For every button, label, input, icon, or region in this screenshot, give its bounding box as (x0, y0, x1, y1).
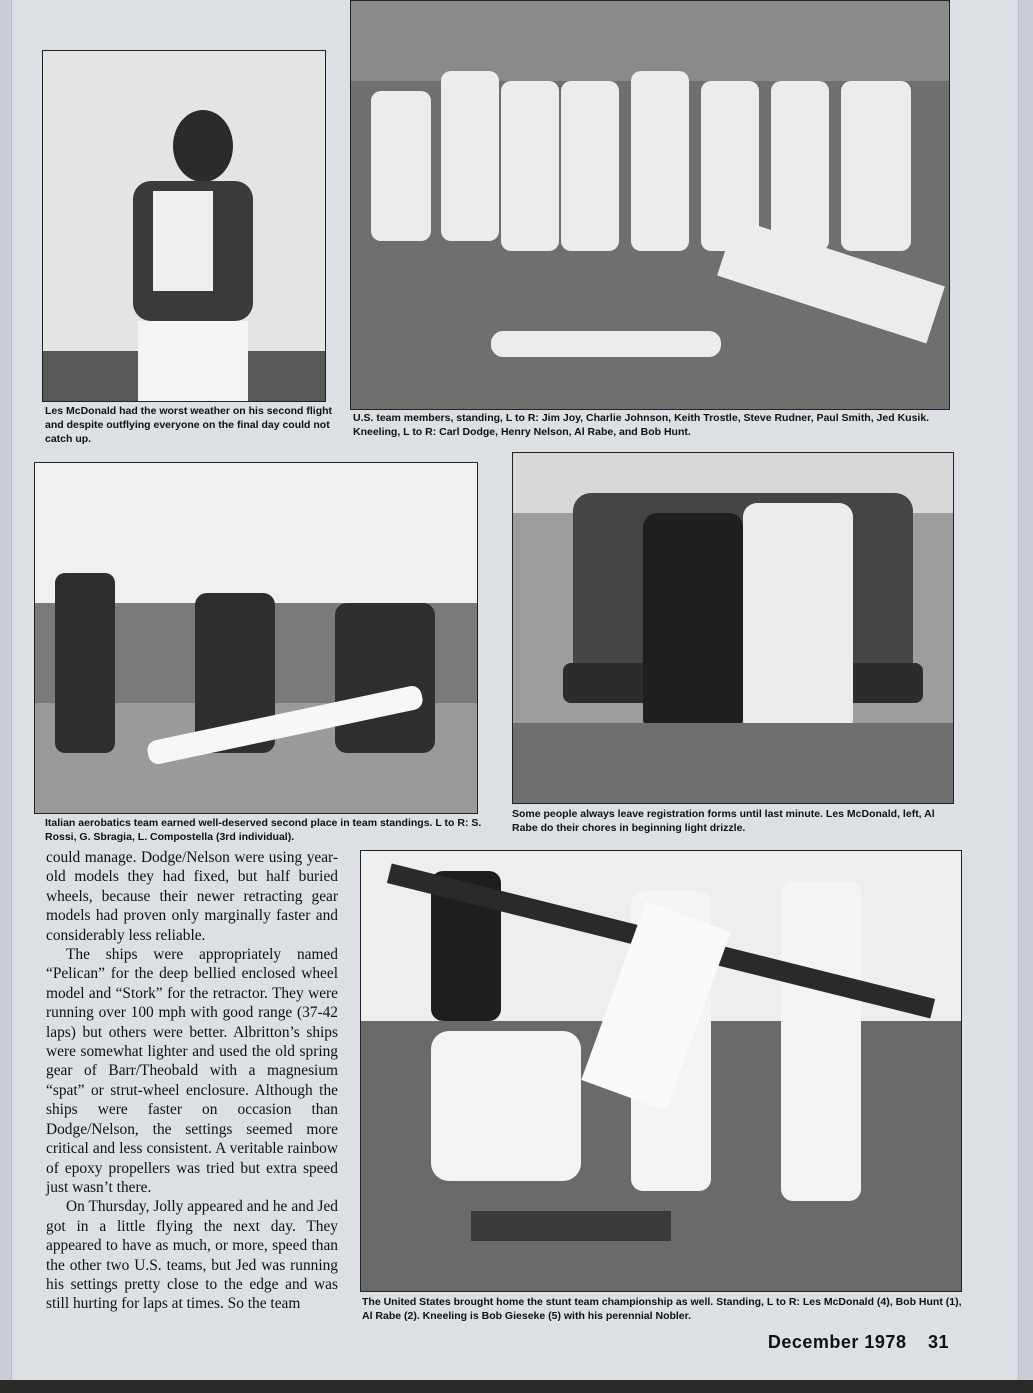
caption-photo-1: Les McDonald had the worst weather on his second flight and despite outflying everyone on the final day could not catch up. (45, 405, 333, 445)
photo-car-silhouettes (513, 453, 953, 803)
photo-registration (512, 452, 954, 804)
page-footer (768, 1332, 949, 1353)
issue-date: December 1978 (767, 1332, 907, 1352)
photo-team-silhouettes (351, 1, 949, 409)
photo-stunt-silhouettes (361, 851, 961, 1291)
photo-stunt-team (360, 850, 962, 1292)
article-paragraph-1: could manage. Dodge/Nelson were using year-old models they had fixed, but half buried wheels, because their newer retracting gear models had proven only marginally faster and considerably less reliable. (46, 849, 338, 944)
article-paragraph-3: On Thursday, Jolly appeared and he and Jed got in a little flying the next day. They appeared to have as much, or more, speed than the other two U.S. teams, but Jed was running his settings pretty close to the edge and was still hurting for laps at times. So the team (46, 1198, 338, 1313)
caption-photo-3: Italian aerobatics team earned well-deserved second place in team standings. L to R: S. Rossi, G. Sbragia, L. Compostella (3rd individual). (45, 817, 482, 843)
article-body (46, 848, 338, 1314)
bottom-band (0, 1380, 1033, 1393)
photo-italian-silhouettes (35, 463, 477, 813)
photo-italian-team (34, 462, 478, 814)
caption-photo-2: U.S. team members, standing, L to R: Jim Joy, Charlie Johnson, Keith Trostle, Steve Rudner, Paul Smith, Jed Kusik. Kneeling, L to R: Carl Dodge, Henry Nelson, Al Rabe, and Bob Hunt. (353, 412, 930, 438)
page-number: 31 (927, 1332, 949, 1352)
photo-figure-silhouette (43, 51, 325, 401)
photo-les-mcdonald (42, 50, 326, 402)
article-paragraph-2: The ships were appropriately named “Pelican” for the deep bellied enclosed wheel model and “Stork” for the retractor. They were running over 100 mph with good range (37-42 laps) but others were better. Albritton’s ships were somewhat lighter and used the old spring gear of Barr/Theobald with a magnesium “spat” or strut-wheel enclosure. Although the ships were faster on occasion than Dodge/Nelson, the settings seemed more critical and less consistent. A veritable rainbow of epoxy propellers was tried but extra speed just wasn’t there. (46, 946, 338, 1196)
caption-photo-4: Some people always leave registration forms until last minute. Les McDonald, left, Al Rabe do their chores in beginning light drizzle. (512, 808, 935, 834)
caption-photo-5: The United States brought home the stunt team championship as well. Standing, L to R: Les McDonald (4), Bob Hunt (1), Al Rabe (2). Kneeling is Bob Gieseke (5) with his perennial Nobler. (362, 1296, 962, 1322)
photo-us-team (350, 0, 950, 410)
